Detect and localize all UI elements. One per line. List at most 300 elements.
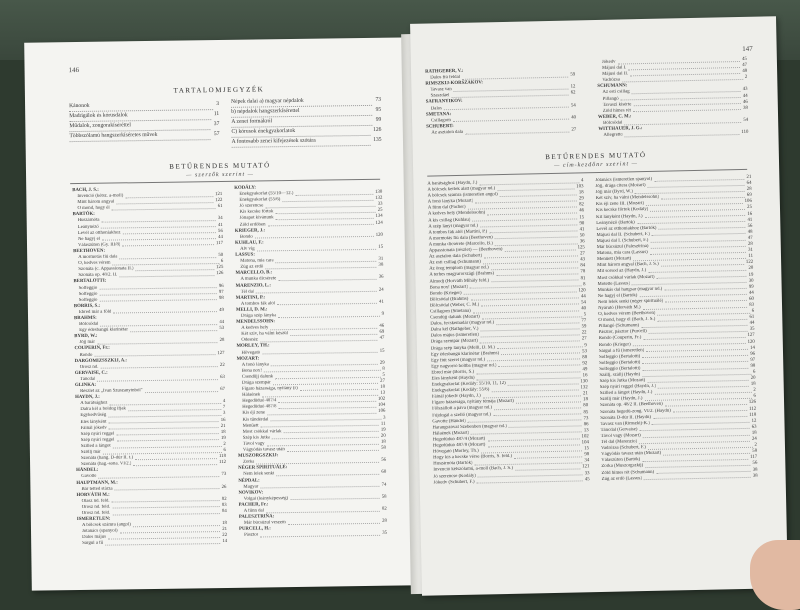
index-entry-title: Mit sorsod az (Haydn, J.) [597,268,647,275]
dot-leader [122,241,214,247]
index-entry-title: Dalos, fecskemadár (magyar nd.) [430,320,495,327]
index-entry-page: 86 [583,421,589,428]
dot-leader [282,196,373,202]
index-entry-title: Kis kecske förtok (Kodály) [595,207,649,214]
index-entry-page: 6 [752,369,756,375]
index-entry-title: Az esti csillag [602,89,630,96]
index-entry-title: A terhes magyarországi (Brahms) [429,271,494,278]
index-entry-page: 33 [377,202,383,208]
index-entry-title: Jónapot kívánunk [239,215,274,222]
index-entry-title: Menüett (Mozart) [596,256,632,263]
index-entry-page: 12 [751,418,757,424]
index-entry-page: 63 [220,374,225,380]
index-entry-title: Matona, mia cara (Lassus) [596,250,648,257]
index-entry-page: 60 [381,470,387,476]
index-entry-title: Szonáta op. 48/2. II. [78,272,118,279]
index-composer: KODÁLY: [234,185,257,191]
index-entry-page: 21 [746,174,752,180]
index-entry-page: 41 [747,217,753,223]
index-entry-title: Két szív, ha válni (Mendelssohn) [595,195,660,202]
index-entry-title: Éles lányként (Haydn) [431,375,475,382]
index-entry-page: 38 [743,105,748,111]
index-entry-page: 48 [742,69,748,75]
index-entry-title: A bőlcsek számra (angol) [81,522,131,529]
index-entry-title: Orosz nd. feld. [81,510,111,516]
dot-leader [122,229,216,235]
index-entry-title: Rondo (Couperin, Fr.) [598,335,642,342]
dot-leader [99,284,217,290]
dot-leader [113,308,217,314]
toc-left-column [69,100,220,142]
index-entry-page: 64 [746,180,752,186]
index-entry-title: Munkás dal hangsar (magyar nd.) [597,286,663,293]
index-entry-page: 15 [579,214,585,220]
index-entry-title: Fáinál jókedv (Haydn, J.) [431,393,481,400]
index-entry-page: 46 [379,323,385,329]
left-page-number: 146 [68,65,80,75]
index-entry-title: Zöld hímes rét [602,108,631,114]
index-entry-page: 132 [580,385,588,391]
index-entry-title: Gavotte [81,474,97,480]
index-entry-page: 16 [220,417,226,423]
index-entry-page: 53 [582,348,588,354]
index-entry-title: Hálaének (Mozart) [432,430,470,437]
toc-entry-label: Műdalok, zongorakíséréttel [69,120,211,132]
toc-entry-label: Többszólamú hangszerkíséretes művek [69,130,211,142]
index-entry-title: A munka dicsérete (Marcello, B.) [428,241,493,248]
index-entry-page: 46 [742,99,748,105]
index-entry-page: 125 [216,265,224,271]
index-entry-title: Szonáta op. 48/2 II. (Beethoven) [600,402,663,409]
index-entry-title: Válaszúton (Gy. III/8) [77,242,121,248]
index-entry-title: Bondo (Krieger) [429,290,462,297]
dot-leader [295,190,373,196]
index-entry-title: Részlet az „Ivan Szuszanyinból" [80,388,143,395]
index-entry-page: 25 [747,205,753,211]
dot-leader [267,220,373,226]
dot-leader [260,531,380,537]
index-entry-page: 28 [382,518,387,524]
index-entry-page: 13 [380,390,386,396]
dot-leader [264,367,381,373]
toc-right-column [231,96,382,148]
index-composer: RIMSZKIJ-KORSZAKOV: [425,80,484,87]
index-entry-title: Ó, kedves vérem [78,260,111,267]
index-entry-title: Dalra kél (Rathgeber, V.) [430,326,479,333]
index-entry-title: A kedves hely [241,325,269,331]
index-entry-page: 73 [221,472,227,478]
index-entry-title: Éles lányként [80,419,107,425]
index-entry-page: 29 [578,196,584,202]
index-entry-page: 50 [218,253,224,259]
index-entry-page: 44 [580,294,586,300]
index-entry-title: Gavotte (Händel) [432,418,466,425]
index-entry-page: 127 [747,333,755,339]
index-entry-page: 3 [383,415,386,421]
index-entry-page: 46 [579,208,585,214]
index-entry-title: Egykedvűség [80,413,107,419]
dot-leader [100,320,217,326]
index-composer: NÉPDAL: [238,477,260,484]
index-entry-page: 40 [571,115,577,121]
index-composer: PURCELL, H.: [238,526,271,533]
index-entry-page: 118 [749,412,757,418]
index-entry-title: Appassionata (részlet) — (Beethoven) [428,247,503,254]
index-entry-page: 11 [748,253,754,260]
index-entry-title: Szöllj már (Haydn, J.) [599,396,643,403]
index-entry-page: 5 [583,312,587,318]
index-entry-page: 96 [218,283,224,289]
index-entry-title: Kis éji zene [242,410,266,417]
index-entry-page: 78 [580,269,586,275]
index-entry-title: Egy fiút szeret (magyar nd.) [431,357,486,364]
index-entry-page: 122 [745,260,754,266]
index-entry-page: 13 [583,428,589,434]
divider [70,179,380,184]
index-entry-page: 102 [377,397,386,403]
index-composer: GERVAISE, C.: [74,370,108,376]
index-entry-page: 44 [219,320,225,326]
index-entry-page: 36 [579,239,585,245]
index-entry-title: Tavasz van (Rimszkij-K.) [600,420,650,427]
dot-leader [273,379,378,385]
index-composer: BERTALOTTI: [73,279,107,285]
index-entry-page: 27 [581,336,587,342]
index-entry-page: 43 [580,257,586,263]
index-entry-page: 4 [580,178,584,184]
index-entry-page: 43 [742,87,748,93]
dot-leader [500,191,577,197]
index-entry-title: Menüett [242,423,259,429]
index-entry-title: Levél az otthoniakhoz [77,230,121,236]
index-composer: MELLI, D. M.: [235,307,268,313]
index-entry-page: 25 [377,208,383,214]
index-entry-title: Vágyódás tavasz után [242,447,285,453]
index-entry-title: Távol vagy (Mozart) [600,433,641,439]
index-entry-title: Most csókkal várlak [242,428,282,435]
index-entry-page: 73 [583,415,589,422]
index-entry-title: Most csókkal várlak (Mozart) [597,274,655,281]
index-entry-title: A barátsághoz [80,400,108,407]
toc-entry [69,130,219,142]
index-entry-page: 35 [749,327,755,333]
index-entry-page: 49 [582,367,588,373]
dot-leader [497,185,574,191]
index-entry-title: Huszárnóta [77,218,100,224]
index-entry-title: Szaszdáel [430,93,450,99]
toc-entry [232,136,382,148]
index-entry-title: Az esti csillag (Schumann) [429,259,481,266]
index-entry-title: A mormotás fiú dala [78,254,118,261]
dot-leader [105,539,220,545]
dot-leader [108,533,220,539]
index-composer: KUHLAU, F.: [234,240,264,246]
right-index-column-2 [595,175,757,483]
dot-leader [133,521,220,527]
toc-entry-page: 3 [216,101,220,108]
index-entry-title: Szilled a lángot (Haydn, J.) [599,390,653,397]
index-entry-page: 84 [580,263,586,269]
dot-leader [515,465,580,471]
index-entry-page: 41 [379,299,384,305]
index-entry-title: Zorka (Muszorgszkij) [601,463,644,470]
index-entry-title: A bőlcsek számra (ismeretlen angol) [427,192,498,199]
index-entry-title: A fonó lányka (Mozart) [427,198,474,205]
index-entry-title: Jótanács (ismeretlen spanyol) [595,176,653,184]
index-entry-title: Dalos [430,105,443,112]
dot-leader [625,130,740,137]
index-entry-page: 18 [380,384,386,390]
dot-leader [97,338,218,344]
index-entry-page: 36 [378,275,384,281]
index-entry-title: Csillagom [431,117,451,124]
index-entry-title: Solfeggio (Bertalotti) [599,366,641,372]
index-entry-title: A tombos fák alól [240,301,276,307]
index-entry-page: 82 [221,496,227,502]
index-entry-page: 61 [217,204,223,210]
index-entry-title: Zorka [243,459,255,465]
index-entry-title: Szép kis Jutka (Mozart) [599,378,646,385]
index-entry-title: Tél dal [240,289,255,295]
index-entry-title: Kit lányként (Haydn, J.) [596,213,643,220]
dot-leader [300,385,379,391]
dot-leader [115,485,220,491]
index-entry-title: Két szív, ha válni készül [241,331,289,337]
toc-entry-page: 126 [373,126,382,133]
index-entry-page: 18 [751,430,757,436]
index-entry-title: Zöld erdőben [239,221,266,228]
index-entry-title: Szilled a lángot [80,443,111,449]
index-entry-page: 84 [221,508,227,514]
index-entry-page: 8 [583,281,586,287]
index-entry-title: A barátsághoz (Haydn, J.) [427,180,478,187]
dot-leader [112,497,220,503]
index-entry-title: Hegedűduó 487/4 (Mozart) [432,436,486,443]
index-entry-title: Szöllj már [80,449,101,456]
dot-leader [116,436,219,442]
dot-leader [276,214,374,220]
dot-leader [97,375,218,381]
dot-leader [267,409,376,415]
index-entry-page: 16 [582,373,588,379]
index-composer: LASSUS: [235,252,255,258]
index-entry-page: 81 [580,275,586,281]
index-entry-page: 22 [581,330,587,336]
index-composer: ISMERETLEN: [76,516,111,523]
index-entry-title: Már búcsúzul (Palesztrina) [596,243,649,251]
index-entry-page: 3 [222,411,226,417]
index-entry-title: Zúg az erdő (Lassus) [601,475,643,482]
index-entry-page: 63 [751,424,757,430]
dot-leader [276,470,379,476]
dot-leader [260,336,378,342]
index-entry-title: Vágyódás tavasz után (Mozart) [601,450,662,458]
dot-leader [265,263,376,269]
index-entry-page: 106 [744,199,752,205]
dot-leader [112,503,220,509]
index-entry-title: Ne hagyj el (Bartók) [597,292,638,299]
index-entry-page: 112 [219,460,227,466]
toc-title: TARTALOMJEGYZÉK [173,85,265,95]
index-entry-title: A mormotás fiú dala (Beethoven) [428,235,493,242]
index-entry-page: 2 [753,388,756,394]
index-composer: HAYDN, J.: [75,394,100,401]
index-entry-page: 45 [584,476,590,482]
index-entry-page: 104 [378,403,386,409]
dot-leader [116,430,219,436]
dot-leader [270,324,377,330]
right-index-subtitle: — cím-kezdőnr szerint — [554,161,639,169]
index-entry-title: Nyárutó (Horváth M.) [597,305,641,311]
index-entry-title: Drága szép lányka [240,313,277,319]
index-entry-title: Csillagom (Smetana) [430,308,471,315]
index-composer: PACHER, Fr.: [238,502,269,508]
dot-leader [271,361,378,367]
index-entry-title: Volgai (leányképesség) [243,495,289,502]
dot-leader [275,208,375,214]
index-composer: WITTHAUER, J. G.: [598,126,643,133]
index-entry-page: 97 [750,357,756,363]
dot-leader [477,477,583,484]
index-entry-page: 126 [748,400,757,406]
index-composer: SAFRANYIKOV: [425,99,463,106]
index-entry-title: Sárgul a fű (ismeretlen) [598,347,645,354]
dot-leader [255,233,374,239]
index-entry-title: Ébred már a föld [78,309,112,315]
right-index-title: BETŰRENDES MUTATÓ [545,150,647,162]
index-entry-page: 56 [752,461,758,467]
index-entry-page: 41 [579,227,585,233]
index-entry-page: 132 [375,195,383,202]
index-column-2 [234,184,387,539]
index-entry-page: 44 [749,320,755,327]
index-entry-page: 120 [578,287,586,294]
toc-entry-label: A zenei formákról [231,116,373,128]
dot-leader [108,411,221,417]
index-entry-page: 117 [215,240,224,246]
dot-leader [644,473,751,480]
dot-leader [265,202,375,208]
index-entry-title: Vadrózsa [602,77,620,84]
index-entry-page: 62 [570,90,576,96]
index-entry-page: 5 [382,372,385,378]
index-entry-page: 20 [380,433,386,439]
index-composer: WEBER, C. M.: [597,114,632,120]
index-composer: BARTÓK: [72,212,95,218]
index-entry-title: Zúg az erdő [240,264,264,270]
index-entry-title: Dalra kél a boldog ifjak [80,406,126,413]
dot-leader [276,257,377,263]
index-entry-page: 8 [382,366,385,372]
index-entry-title: Álmodj (Horváth Mihály feld.) [429,277,490,285]
index-entry-title: Drága szempár [241,380,271,386]
index-entry-page: 127 [217,350,225,356]
index-entry-page: 134 [375,214,383,220]
index-entry-page: 21 [582,391,588,397]
index-entry-page: 121 [215,192,223,198]
index-entry-page: 48 [747,229,753,235]
index-entry-page: 24 [751,436,757,442]
index-entry-page: 54 [570,103,576,109]
dot-leader [257,245,377,251]
index-entry-title: Huszárnóta (Bartók) [433,460,473,467]
index-entry-page: 130 [580,379,588,385]
index-entry-page: 56 [747,223,753,229]
index-entry-page: 97 [218,289,224,295]
index-entry-title: A bőlcsek kertek alatt (magyar nd.) [427,186,496,193]
index-composer: MENDELSSOHN: [236,319,276,325]
index-entry-title: Jó szerencse (Kodály) [433,473,476,480]
index-entry-title: Rondo [79,352,93,358]
toc-entry-page: 37 [213,121,220,128]
index-entry-page: 34 [217,216,223,222]
index-entry-page: 19 [748,272,754,278]
index-entry-title: Mint három angyal [77,199,115,206]
index-entry-title: Pásztor [244,532,259,539]
index-entry-title: Májusi dal I. [601,65,627,71]
toc-entry-page: 11 [213,111,220,118]
index-composer: HAUPTMANN, M.: [76,479,118,486]
index-title: BETŰRENDES MUTATÓ [169,161,271,171]
index-entry-title: Tavaszi kisérte [602,101,632,108]
index-entry-title: Solfeggio [78,297,98,303]
index-entry-page: 98 [218,295,224,301]
index-entry-page: 15 [378,244,384,250]
left-page [24,37,420,590]
index-entry-title: Bölcsődal [603,120,623,126]
index-entry-title: Csendüjj dalunk [241,374,274,380]
index-composer: HÄNDEL: [76,468,99,474]
dot-leader [275,373,380,379]
index-entry-title: Pásztor, pásztor (Purcell) [598,329,647,336]
index-entry-page: 96 [750,351,756,357]
index-entry-title: Zöld hímes rét (Schumann) [601,469,655,476]
index-entry-title: Táncdal [79,376,96,382]
index-entry-title: Solfeggio (Bertalotti) [599,353,641,360]
index-entry-page: 69 [746,193,752,199]
index-entry-title: Pillangó [602,96,619,102]
index-entry-title: Szonáta D-dúr II. (Haydn) [600,414,652,421]
index-entry-title: Jókedv (Schubert, F.) [433,479,475,486]
index-entry-page: 122 [215,198,223,204]
index-entry-page: 121 [582,464,590,470]
index-composer: SCHUBERT: [426,123,454,130]
index-entry-page: 38 [378,262,384,269]
dot-leader [277,300,377,306]
index-entry-page: 56 [381,457,387,464]
index-entry-page: 59 [570,72,576,78]
index-entry-page: 60 [749,296,754,302]
index-entry-page: 98 [584,452,590,458]
index-entry-title: Kis éji zene III. (Mozart) [595,201,645,208]
dot-leader [128,405,221,411]
toc-entry-page: 57 [213,131,220,138]
dot-leader [125,192,213,198]
index-entry-page: 16 [747,211,753,217]
dot-leader [262,391,378,397]
index-entry-page: 58 [752,448,758,455]
index-entry-title: Szép kis Jutka [242,435,271,441]
index-entry-page: 27 [380,378,385,384]
index-entry-page: 92 [582,361,588,367]
index-entry-title: Szállj, szállj (Haydn) [599,372,641,379]
index-entry-page: 83 [749,302,755,308]
index-entry-title: A tombos fák alól (Martini, P.) [428,229,488,236]
dot-leader [290,330,378,336]
index-entry-title: A fűnn dal [243,508,265,514]
index-entry-page: 19 [220,435,226,441]
index-entry-page: 69 [379,329,385,336]
